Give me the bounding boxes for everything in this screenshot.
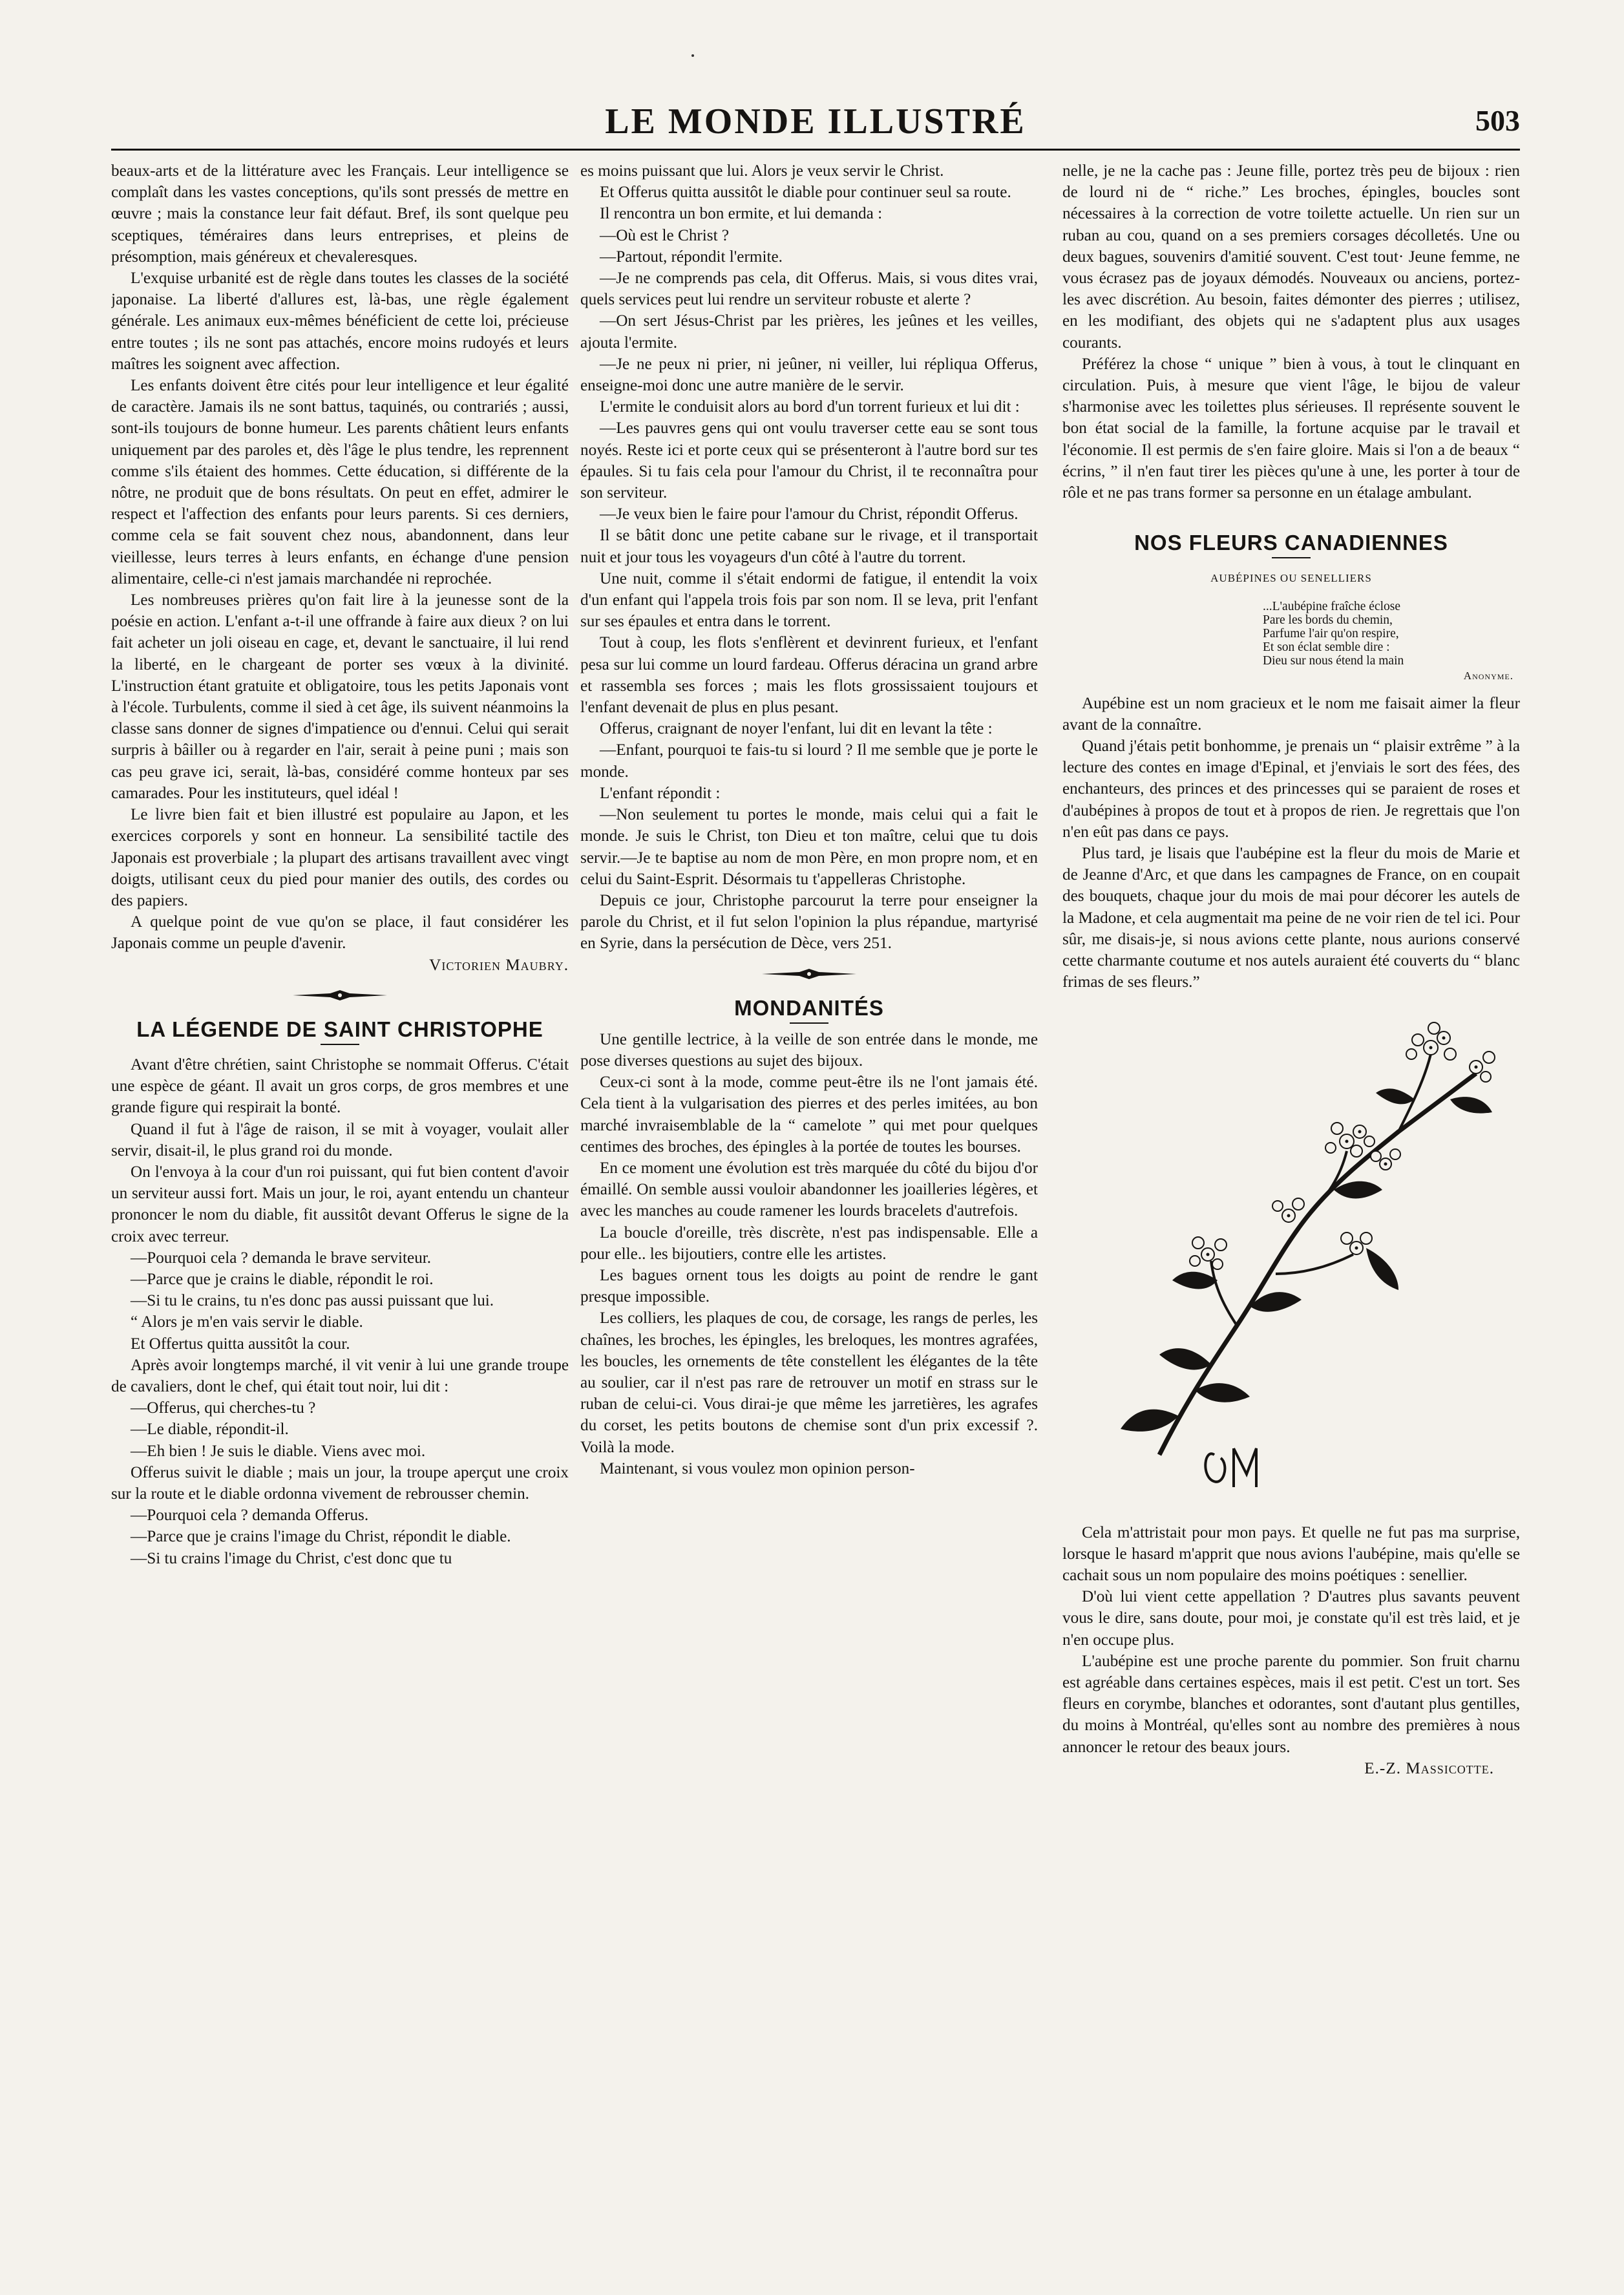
heading-rule <box>790 1022 828 1024</box>
paragraph: nelle, je ne la cache pas : Jeune fille, portez très peu de bijoux : rien de lourd ni de “ riche.” Les broches, épingles, boucles sont nécessaires à la correction de votre toilette actuelle. Un rien sur un ruban au cou, quand on a ses premiers corsages décolletés. Une ou deux bagues, souvenirs d'amitié souvent. C'est tout· Jeune femme, ne vous écrasez pas de joyaux démodés. Nouveaux ou anciens, portez-les avec discrétion. Au besoin, faites démonter des pierres ; utilisez, en les modifiant, des objets qui ne s'adaptent plus aux usages courants. <box>1062 162 1520 352</box>
epigraph-line: Et son éclat semble dire : <box>1263 640 1390 654</box>
epigraph-line: Dieu sur nous étend la main <box>1263 653 1404 668</box>
paragraph: Et Offertus quitta aussitôt la cour. <box>131 1335 350 1353</box>
section-heading-fleurs-canadiennes: NOS FLEURS CANADIENNES <box>1134 531 1448 555</box>
page-number: 503 <box>1475 104 1520 137</box>
ornamental-divider <box>580 955 1038 993</box>
paragraph: Le livre bien fait et bien illustré est populaire au Japon, et les exercices corporels y sont en honneur. La sensibilité tactile des Japonais est proverbiale ; la plupart des artisans travaillent avec vingt doigts, utilisant ceux du pied pour manier des outils, des cordes ou des papiers. <box>111 806 569 909</box>
paragraph: es moins puissant que lui. Alors je veux servir le Christ. <box>580 162 944 180</box>
epigraph-line: ...L'aubépine fraîche éclose <box>1263 599 1401 613</box>
dialogue-line: —Si tu crains l'image du Christ, c'est donc que tu <box>131 1549 452 1567</box>
paragraph: A quelque point de vue qu'on se place, il faut considérer les Japonais comme un peuple d'avenir. <box>111 913 569 953</box>
paragraph: Quand il fut à l'âge de raison, il se mit à voyager, voulait aller servir, disait-il, le plus grand roi du monde. <box>111 1120 569 1159</box>
paragraph: Après avoir longtemps marché, il vit venir à lui une grande troupe de cavaliers, dont le chef, qui était tout noir, lui dit : <box>111 1356 569 1395</box>
paragraph: Offerus, craignant de noyer l'enfant, lui dit en levant la tête : <box>600 720 993 738</box>
newspaper-title: LE MONDE ILLUSTRÉ <box>605 101 1026 142</box>
paragraph: L'ermite le conduisit alors au bord d'un torrent furieux et lui dit : <box>600 398 1020 416</box>
dialogue-line: —Si tu le crains, tu n'es donc pas aussi puissant que lui. <box>131 1292 494 1310</box>
paragraph: Une nuit, comme il s'était endormi de fatigue, il entendit la voix d'un enfant qui l'appela trois fois par son nom. Il se leva, prit l'enfant sur ses épaules et entra dans le torrent. <box>580 569 1038 631</box>
column-2 <box>580 160 1038 2254</box>
paragraph: Une gentille lectrice, à la veille de son entrée dans le monde, me pose diverses questions au sujet des bijoux. <box>580 1030 1038 1070</box>
section-heading-mondanites: MONDANITÉS <box>734 995 884 1020</box>
masthead <box>111 97 1520 151</box>
dialogue-line: —Pourquoi cela ? demanda Offerus. <box>131 1507 369 1525</box>
epigraph-line: Parfume l'air qu'on respire, <box>1263 626 1399 640</box>
dialogue-line: —Eh bien ! Je suis le diable. Viens avec moi. <box>131 1442 426 1460</box>
paragraph: La boucle d'oreille, très discrète, n'est pas indispensable. Elle a pour elle.. les bijoutiers, contre elle les artistes. <box>580 1223 1038 1263</box>
dialogue-line: —Pourquoi cela ? demanda le brave serviteur. <box>131 1249 432 1267</box>
dialogue-line: —Non seulement tu portes le monde, mais celui qui a fait le monde. Je suis le Christ, ton Dieu et ton maître, celui que tu dois servir.—Je te baptise au nom de mon Père, en mon propre nom, et en celui du Saint-Esprit. Désormais tu t'appelleras Christophe. <box>580 806 1038 888</box>
paragraph: On l'envoya à la cour d'un roi puissant, qui fut bien content d'avoir un serviteur aussi fort. Mais un jour, le roi, ayant entendu un chanteur prononcer le nom du diable, fit aussitôt devant Offerus le signe de la croix avec terreur. <box>111 1163 569 1245</box>
paragraph: Et Offerus quitta aussitôt le diable pour continuer seul sa route. <box>600 184 1011 202</box>
ornamental-divider <box>111 976 569 1015</box>
paragraph: D'où lui vient cette appellation ? D'autres plus savants peuvent vous le dire, sans doute, pour moi, je constate qu'il est très laid, et je n'en occupe plus. <box>1062 1588 1520 1649</box>
paragraph: Il rencontra un bon ermite, et lui demanda : <box>600 205 883 223</box>
dialogue-line: —Où est le Christ ? <box>600 226 730 244</box>
dialogue-line: —Le diable, répondit-il. <box>131 1421 289 1439</box>
paragraph: Les enfants doivent être cités pour leur intelligence et leur égalité de caractère. Jamais ils ne sont battus, taquinés, ou contrariés ; aussi, sont-ils toujours de bonne humeur. Les parents châtient leurs enfants uniquement par des paroles et, dès l'âge le plus tendre, les reprennent comme s'ils étaient des hommes. Cette éducation, si différente de la nôtre, ne produit que de bons résultats. On peut en effet, admirer le respect et l'affection des enfants pour leurs parents. Si ces derniers, comme cela se fait souvent chez nous, abandonnent, dans leur vieillesse, leurs terres à leurs enfants, en échange d'une pension alimentaire, celle-ci n'est jamais marchandée ni reprochée. <box>111 377 569 587</box>
paragraph: Offerus suivit le diable ; mais un jour, la troupe aperçut une croix sur la route et le diable ordonna vivement de rebrousser chemin. <box>111 1463 569 1503</box>
epigraph <box>1263 600 1513 682</box>
paragraph: Tout à coup, les flots s'enflèrent et devinrent furieux, et l'enfant pesa sur lui comme un lourd fardeau. Offerus déracina un grand arbre et rassembla ses forces ; mais les flots grossissaient toujours et l'enfant devenait de plus en plus pesant. <box>580 634 1038 717</box>
dialogue-line: —Je ne comprends pas cela, dit Offerus. Mais, si vous dites vrai, quels services peut lui rendre un serviteur robuste et alerte ? <box>580 270 1038 309</box>
paragraph: Il se bâtit donc une petite cabane sur le rivage, et il transportait nuit et jour tous les voyageurs d'un côté à l'autre du torrent. <box>580 527 1038 566</box>
heading-rule <box>321 1044 359 1045</box>
paragraph: Ceux-ci sont à la mode, comme peut-être ils ne l'ont jamais été. Cela tient à la vulgarisation des pierres et des perles imitées, au bon marché invraisemblable de la “ camelote ” qui met pour quelques centimes des broches, des épingles à la portée de toutes les bourses. <box>580 1073 1038 1156</box>
paragraph: L'exquise urbanité est de règle dans toutes les classes de la société japonaise. La liberté d'allures est, là-bas, une règle également générale. Les animaux eux-mêmes bénéficient de cette loi, précieuse entre toutes ; ils ne sont pas attachés, encore moins rudoyés et leurs maîtres les soignent avec affection. <box>111 270 569 373</box>
paragraph: Cela m'attristait pour mon pays. Et quelle ne fut pas ma surprise, lorsque le hasard m'apprit que nous avions l'aubépine, mais qu'elle se cachait sous un nom populaire des moins poétiques : senellier. <box>1062 1523 1520 1584</box>
epigraph-attribution: Anonyme. <box>1463 669 1513 682</box>
paragraph: Maintenant, si vous voulez mon opinion person- <box>600 1459 915 1477</box>
paragraph: Plus tard, je lisais que l'aubépine est la fleur du mois de Marie et de Jeanne d'Arc, et que dans les campagnes de France, on en coupait des bouquets, chaque jour du mois de mai pour décorer les autels de la Madone, et cela augmentait ma peine de ne voir rien de tel ici. Pour sûr, me disais-je, si nous avions cette plante, nous aurions conservé cette charmante coutume et nos autels auraient été couverts du “ blanc frimas de ses fleurs.” <box>1062 845 1520 991</box>
artist-monogram <box>1205 1448 1256 1487</box>
dialogue-line: —Partout, répondit l'ermite. <box>600 248 783 266</box>
paragraph: L'enfant répondit : <box>600 784 721 802</box>
paragraph: beaux-arts et de la littérature avec les Français. Leur intelligence se complaît dans les vastes conceptions, qu'ils sont pressés de mettre en œuvre ; mais la constance leur fait défaut. Bref, ils sont quelque peu sceptiques, téméraires dans leurs entreprises, et pleins de présomption, mais généreux et chevaleresques. <box>111 162 569 266</box>
paragraph: Les colliers, les plaques de cou, de corsage, les rangs de perles, les chaînes, les broches, les épingles, les breloques, les montres agrafées, les boucles, les ornements de tête constellent les élégantes de la tête au soulier, car il n'est pas rare de retrouver un motif en strass sur le ruban de celui-ci. Vous dirai-je que même les jarretières, les agrafes du corset, les petits boutons de chemise sont d'un prix excessif ?. Voilà la mode. <box>580 1309 1038 1456</box>
paragraph: Aupébine est un nom gracieux et le nom me faisait aimer la fleur avant de la connaître. <box>1062 694 1520 734</box>
paragraph: Avant d'être chrétien, saint Christophe se nommait Offerus. C'était une espèce de géant. Il avait un gros corps, de gros membres et une grande figure qui respirait la bonté. <box>111 1055 569 1117</box>
dialogue-line: —Parce que je crains le diable, répondit le roi. <box>131 1270 434 1288</box>
column-3 <box>1062 160 1520 2254</box>
dialogue-line: —Parce que je crains l'image du Christ, répondit le diable. <box>131 1528 511 1546</box>
dialogue-line: —Offerus, qui cherches-tu ? <box>131 1399 316 1417</box>
paragraph: Quand j'étais petit bonhomme, je prenais un “ plaisir extrême ” à la lecture des contes en image d'Epinal, et j'enviais le sort des fées, des enchanteurs, des princes et des princesses qui se paraient de roses et d'aubépines à propos de tout et à propos de rien. Je regrettais que l'on n'en eût pas dans ce pays. <box>1062 737 1520 841</box>
author-signature: Victorien Maubry. <box>429 956 569 974</box>
epigraph-line: Pare les bords du chemin, <box>1263 613 1393 627</box>
heading-rule <box>1272 557 1311 558</box>
hawthorn-illustration <box>1062 1002 1520 1513</box>
dialogue-line: —On sert Jésus-Christ par les prières, les jeûnes et les veilles, ajouta l'ermite. <box>580 312 1038 352</box>
dialogue-line: —Enfant, pourquoi te fais-tu si lourd ? Il me semble que je porte le monde. <box>580 741 1038 781</box>
dialogue-line: —Les pauvres gens qui ont voulu traverser cette eau se sont tous noyés. Reste ici et porte ceux qui se présenteront à l'autre bord sur tes épaules. Si tu fais cela pour l'amour du Christ, il te reconnaîtra pour son serviteur. <box>580 419 1038 502</box>
subheading: AUBÉPINES OU SENELLIERS <box>1210 572 1372 585</box>
paragraph: En ce moment une évolution est très marquée du côté du bijou d'or émaillé. On semble aussi vouloir abandonner les joailleries légères, et avec les manches au coude ramener les lourds bracelets d'autrefois. <box>580 1159 1038 1220</box>
paragraph: Depuis ce jour, Christophe parcourut la terre pour enseigner la parole du Christ, et il fut selon l'opinion la plus répandue, martyrisé en Syrie, dans la persécution de Dèce, vers 251. <box>580 891 1038 953</box>
dialogue-line: —Je ne peux ni prier, ni jeûner, ni veiller, lui répliqua Offerus, enseigne-moi donc une autre manière de le servir. <box>580 355 1038 395</box>
dialogue-line: “ Alors je m'en vais servir le diable. <box>131 1313 363 1331</box>
paragraph: L'aubépine est une proche parente du pommier. Son fruit charnu est agréable dans certaines espèces, mais il est petit. C'est un tort. Ses fleurs en corymbe, blanches et odorantes, sont d'autant plus gentilles, du moins à Montréal, qu'elles sont au nombre des premières à nous annoncer le retour des beaux jours. <box>1062 1652 1520 1756</box>
column-1 <box>111 160 569 2254</box>
paragraph: Les bagues ornent tous les doigts au point de rendre le gant presque impossible. <box>580 1266 1038 1306</box>
paragraph: Préférez la chose “ unique ” bien à vous, à tout le clinquant en circulation. Puis, à mesure que vient l'âge, le bijou de valeur s'harmonise avec les toilettes plus sérieuses. Il représente souvent le bon état social de la famille, la fortune acquise par le travail et l'économie. Il est permis de s'en faire gloire. Mais si l'on a de beaux “ écrins, ” il n'en faut tirer les pièces qu'une à une, les porter à tour de rôle et ne pas trans former sa personne en un étalage ambulant. <box>1062 355 1520 502</box>
paragraph: Les nombreuses prières qu'on fait lire à la jeunesse sont de la poésie en action. L'enfant a-t-il une offrande à faire aux dieux ? on lui fait acheter un joli oiseau en cage, et, devant le sanctuaire, il lui rend la liberté, en le chargeant de porter ses vœux à la divinité. L'instruction étant gratuite et obligatoire, tous les petits Japonais vont à l'école. Turbulents, comme il sied à cet âge, ils suivent néanmoins la classe sans donner de signes d'impatience ou d'ennui. Celui qui serait surpris à bâiller ou à regarder en l'air, serait à peine puni ; mais son cas peu grave ici, serait, là-bas, considéré comme honteux par ses camarades. Pour les instituteurs, quel idéal ! <box>111 591 569 802</box>
print-speck <box>691 54 694 57</box>
dialogue-line: —Je veux bien le faire pour l'amour du Christ, répondit Offerus. <box>600 505 1018 524</box>
hawthorn-branch-drawing <box>1062 1002 1520 1513</box>
section-heading-saint-christophe: LA LÉGENDE DE SAINT CHRISTOPHE <box>136 1017 543 1041</box>
author-signature: E.-Z. Massicotte. <box>1364 1759 1494 1777</box>
